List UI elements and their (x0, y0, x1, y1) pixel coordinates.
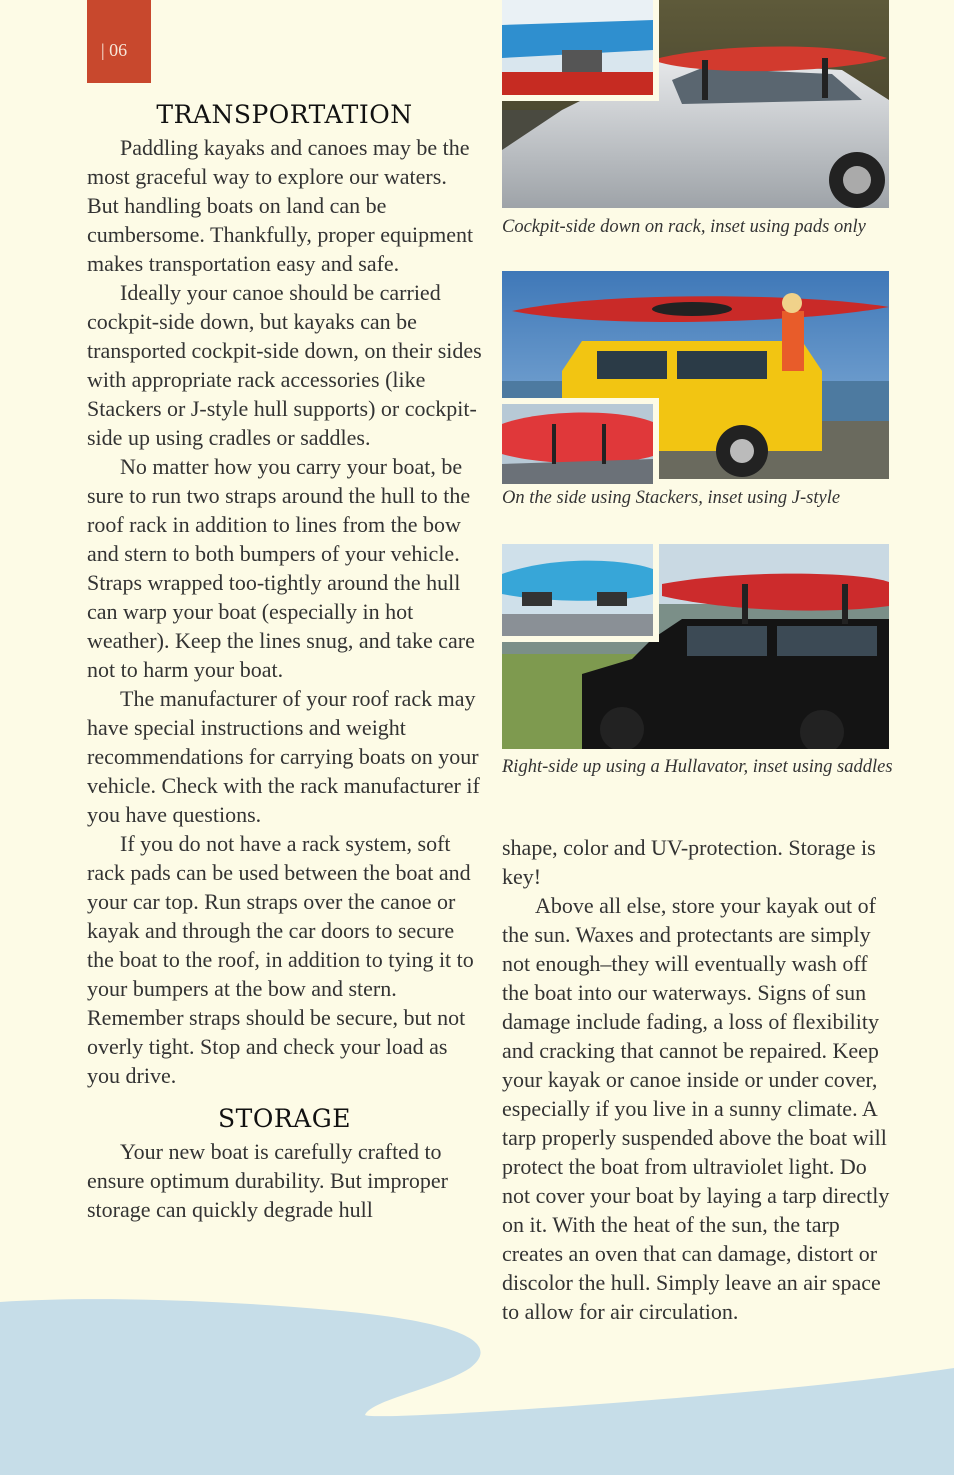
page-number: | 06 (101, 40, 128, 60)
storage-heading: STORAGE (218, 1104, 351, 1133)
transportation-paragraph-4: The manufacturer of your roof rack may have special instructions and weight recommendations for carrying boats on your vehicle. Check with the rack manufacturer if you have questions. (87, 686, 480, 827)
left-column (87, 98, 482, 1224)
page-number-tab (87, 0, 151, 83)
storage-paragraph-2: Above all else, store your kayak out of the sun. Waxes and protectants are simply not enough–they will eventually wash off the boat into our waterways. Signs of sun damage include fading, a loss of flexibility and cracking that cannot be repaired. Keep your kayak or canoe inside or under cover, especially if you live in a sunny climate. A tarp properly suspended above the boat will protect the boat from ultraviolet light. Do not cover your boat by laying a tarp directly on it. With the heat of the sun, the tarp creates an oven that can damage, distort or discolor the hull. Simply leave an air space to allow for air circulation. (502, 893, 890, 1324)
caption-photo-3: Right-side up using a Hullavator, inset using saddles (502, 757, 893, 777)
caption-photo-2: On the side using Stackers, inset using J-style (502, 488, 841, 508)
transportation-paragraph-5: If you do not have a rack system, soft rack pads can be used between the boat and your car top. Run straps over the canoe or kayak and through the car doors to secure the boat to the roof, in addition to tying it to your bumpers at the bow and stern. Remember straps should be secure, but not overly tight. Stop and check your load as you drive. (87, 831, 474, 1088)
storage-paragraph-1: Your new boat is carefully crafted to ensure optimum durability. But improper storage can quickly degrade hull (87, 1139, 448, 1222)
storage-paragraph-continued: shape, color and UV-protection. Storage is key! (502, 835, 876, 889)
inset-pads-only (496, 0, 659, 101)
transportation-paragraph-2: Ideally your canoe should be carried cockpit-side down, but kayaks can be transported cockpit-side down, on their sides with appropriate rack accessories (like Stackers or J-style hull supports) or cockpit-side up using cradles or saddles. (87, 280, 482, 450)
transportation-heading: TRANSPORTATION (156, 100, 413, 129)
inset-saddles (496, 538, 659, 642)
right-column (502, 833, 892, 1326)
caption-photo-1: Cockpit-side down on rack, inset using pads only (502, 217, 866, 237)
transportation-paragraph-3: No matter how you carry your boat, be sure to run two straps around the hull to the roof rack in addition to lines from the bow and stern to both bumpers of your vehicle. Straps wrapped too-tightly around the hull can warp your boat (especially in hot weather). Keep the lines snug, and take care not to harm your boat. (87, 454, 475, 682)
transportation-paragraph-1: Paddling kayaks and canoes may be the most graceful way to explore our waters. But handling boats on land can be cumbersome. Thankfully, proper equipment makes transportation easy and safe. (87, 135, 474, 276)
inset-j-style (496, 398, 659, 490)
